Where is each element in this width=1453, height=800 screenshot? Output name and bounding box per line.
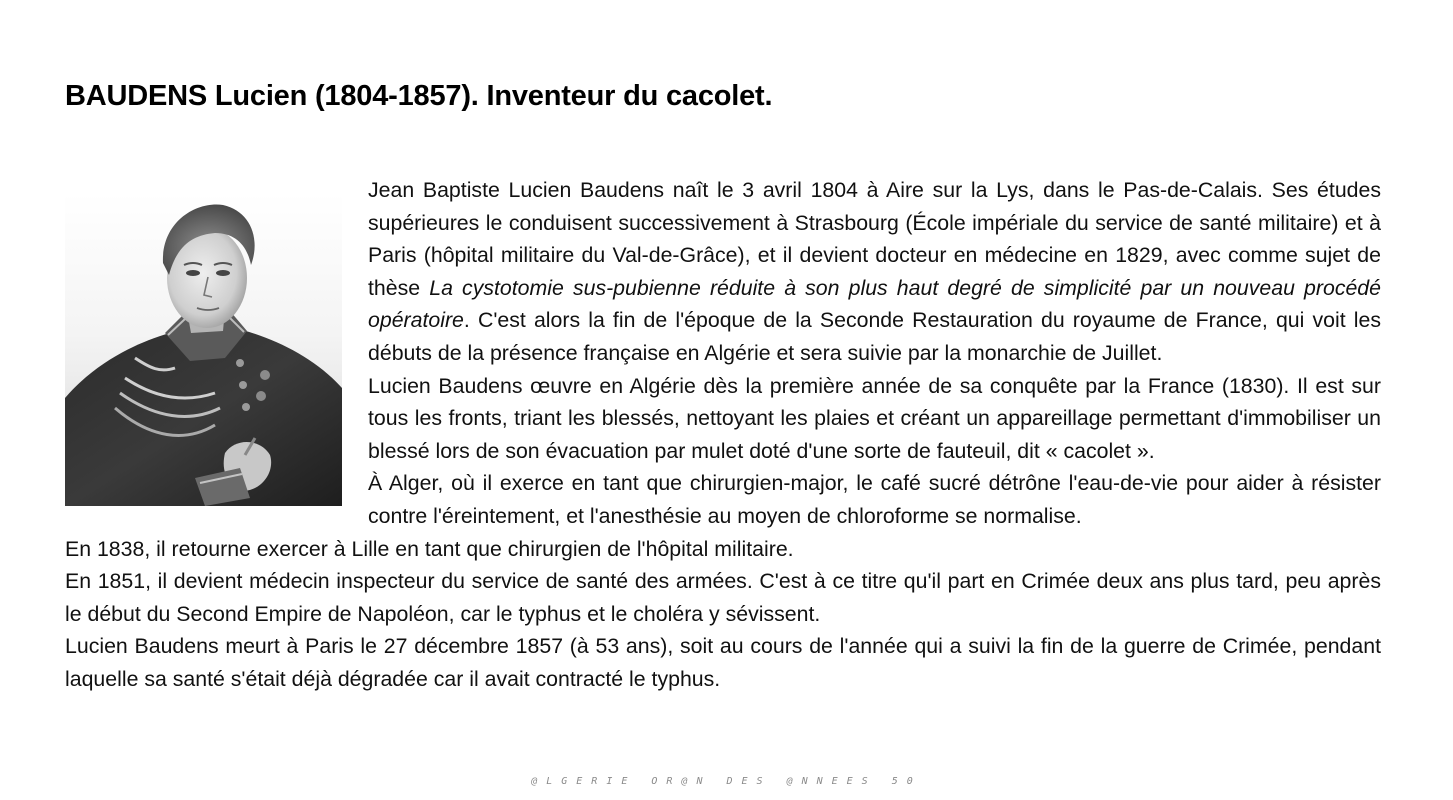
paragraph-restoration-text: . C'est alors la fin de l'époque de la Seconde Restauration du royaume de France, qui voit les débuts de la présence française en Algérie et sera suivie par la monarchie de Juillet. [368, 308, 1381, 365]
page-title: BAUDENS Lucien (1804-1857). Inventeur du cacolet. [65, 80, 773, 112]
paragraph-crimea: En 1851, il devient médecin inspecteur du service de santé des armées. C'est à ce titre qu'il part en Crimée deux ans plus tard, peu après le début du Second Empire de Napoléon, car le typhus et le choléra y sévissent. [65, 569, 1381, 626]
footer-watermark: @LGERIE OR@N DES @NNEES 50 [531, 776, 922, 787]
thesis-title: La cystotomie sus-pubienne réduite à son plus haut degré de simplicité par un nouveau procédé opératoire [368, 275, 1381, 333]
paragraph-birth-text: Jean Baptiste Lucien Baudens naît le 3 avril 1804 à Aire sur la Lys, dans le Pas-de-Calais. Ses études supérieures le conduisent successivement à Strasbourg (École impériale du service de santé militaire) et à Paris (hôpital militaire du Val-de-Grâce), et il devient docteur en médecine en 1829, avec comme sujet de thèse [368, 178, 1381, 300]
paragraph-lille: En 1838, il retourne exercer à Lille en tant que chirurgien de l'hôpital militaire. [65, 536, 794, 561]
article-body [65, 174, 1381, 696]
portrait-image [65, 193, 342, 506]
paragraph-algeria: Lucien Baudens œuvre en Algérie dès la première année de sa conquête par la France (1830). Il est sur tous les fronts, triant les blessés, nettoyant les plaies et créant un appareillage permettant d'immobiliser un blessé lors de son évacuation par mulet doté d'une sorte de fauteuil, dit « cacolet ». [368, 373, 1381, 463]
paragraph-death: Lucien Baudens meurt à Paris le 27 décembre 1857 (à 53 ans), soit au cours de l'année qui a suivi la fin de la guerre de Crimée, pendant laquelle sa santé s'était déjà dégradée car il avait contracté le typhus. [65, 634, 1381, 691]
paragraph-alger: À Alger, où il exerce en tant que chirurgien-major, le café sucré détrône l'eau-de-vie pour aider à résister contre l'éreintement, et l'anesthésie au moyen de chloroforme se normalise. [368, 471, 1381, 528]
